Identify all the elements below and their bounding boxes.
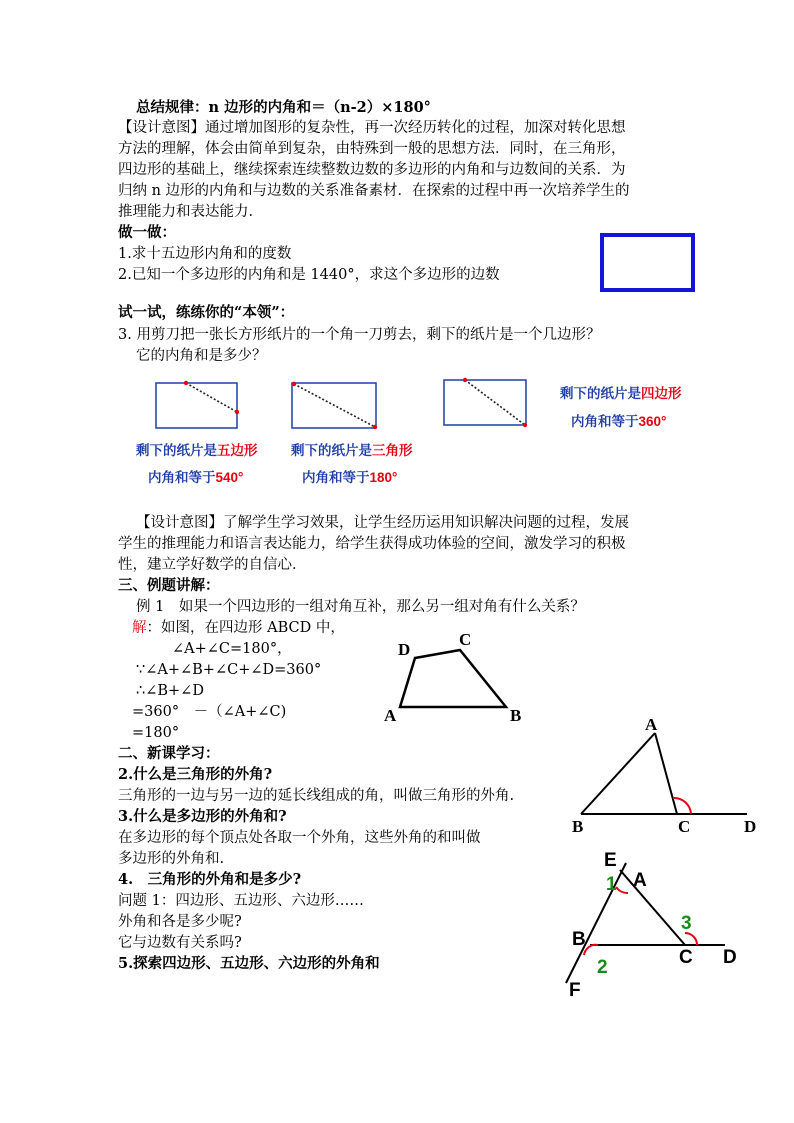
ext-angle-label-d: D [744, 817, 757, 836]
summary-line [136, 98, 431, 118]
try-question-line-2: 它的内角和是多少？ [136, 348, 267, 364]
cut-rect-figure-3 [443, 379, 529, 429]
ext-sum-label-e: E [604, 850, 617, 871]
exterior-angle-figure [575, 725, 750, 820]
cut-result-1-sum [148, 468, 243, 488]
cut-rect-figure-2 [291, 382, 377, 430]
new-lesson-a2: 三角形的一边与另一边的延长线组成的角，叫做三角形的外角. [118, 788, 515, 804]
new-lesson-p1: 问题 1：四边形、五边形、六边形…… [118, 893, 364, 909]
try-question-line-1: 3. 用剪刀把一张长方形纸片的一个角一刀剪去，剩下的纸片是一个几边形？ [118, 327, 601, 343]
new-lesson-p1-line-3: 它与边数有关系吗? [118, 935, 242, 951]
ext-sum-label-c: C [679, 947, 693, 968]
cut-result-2-shape [291, 441, 413, 461]
ext-angle-label-b: B [572, 817, 584, 836]
cut-result-2-sum-value: 180° [369, 470, 398, 485]
ext-sum-angle-2: 2 [597, 957, 608, 978]
cut-result-1-shape-name: 五边形 [217, 443, 258, 458]
try-title: 试一试，练练你的“本领”： [118, 304, 295, 321]
cut-result-3-prefix: 剩下的纸片是 [560, 386, 641, 401]
cut-result-3-sum-value: 360° [638, 414, 667, 429]
design-intent-2-line-3: 性，建立学好数学的自信心． [118, 557, 307, 573]
ext-sum-label-b: B [572, 929, 586, 950]
summary-label: 总结规律： [136, 99, 209, 116]
design-intent-1-line-1: 【设计意图】通过增加图形的复杂性，再一次经历转化的过程，加深对转化思想 [118, 120, 626, 136]
quad-label-b: B [510, 706, 522, 725]
solution-step-5: =180° [132, 725, 180, 741]
design-intent-2-line-1: 【设计意图】了解学生学习效果，让学生经历运用知识解决问题的过程，发展 [136, 515, 629, 531]
cut-result-1-prefix: 剩下的纸片是 [136, 443, 217, 458]
cut-result-2-sum-prefix: 内角和等于 [302, 470, 370, 485]
blue-rectangle-figure [600, 233, 696, 293]
new-lesson-a3-line-2: 多边形的外角和. [118, 851, 225, 867]
ext-angle-label-a: A [645, 715, 658, 734]
cut-result-3-sum-prefix: 内角和等于 [571, 414, 639, 429]
quad-label-a: A [384, 706, 397, 725]
design-intent-1-line-5: 推理能力和表达能力． [118, 204, 263, 220]
ext-sum-angle-1: 1 [606, 874, 617, 895]
cut-result-2-prefix: 剩下的纸片是 [291, 443, 372, 458]
cut-result-2-sum [302, 468, 397, 488]
exercise-item-1: 1.求十五边形内角和的度数 [118, 246, 292, 262]
example-solution-intro [132, 618, 345, 638]
design-intent-1-line-4: 归纳 n 边形的内角和与边数的关系准备素材．在探索的过程中再一次培养学生的 [118, 183, 630, 199]
cut-result-3-shape [560, 384, 682, 404]
solution-step-4: =360° －（∠A+∠C) [132, 704, 287, 720]
example-section-title: 三、例题讲解： [118, 577, 220, 594]
example-question: 例 1 如果一个四边形的一组对角互补，那么另一组对角有什么关系？ [136, 599, 585, 615]
design-intent-1-line-3: 四边形的基础上，继续探索连续整数边数的多边形的内角和与边数间的关系．为 [118, 162, 626, 178]
ext-sum-angle-3: 3 [681, 913, 692, 934]
design-intent-2-line-2: 学生的推理能力和语言表达能力，给学生获得成功体验的空间，激发学习的积极 [118, 536, 626, 552]
cut-result-3-sum [571, 412, 666, 432]
solution-label: 解 [132, 620, 147, 636]
ext-sum-label-a: A [633, 870, 647, 891]
cut-result-3-shape-name: 四边形 [641, 386, 682, 401]
solution-rest: ：如图，在四边形 ABCD 中， [146, 620, 345, 636]
new-lesson-title: 二、新课学习： [118, 745, 220, 762]
new-lesson-q4: 4. 三角形的外角和是多少? [118, 871, 302, 888]
cut-result-1-sum-value: 540° [215, 470, 244, 485]
new-lesson-a3-line-1: 在多边形的每个顶点处各取一个外角，这些外角的和叫做 [118, 830, 481, 846]
exercise-title: 做一做： [118, 224, 176, 241]
new-lesson-q2: 2.什么是三角形的外角? [118, 766, 273, 783]
ext-angle-label-c: C [678, 817, 691, 836]
quad-label-d: D [398, 640, 411, 659]
new-lesson-p1-line-2: 外角和各是多少呢? [118, 914, 242, 930]
solution-step-3: ∴∠B+∠D [136, 683, 204, 699]
cut-rect-figure-1 [155, 382, 239, 430]
summary-formula: n 边形的内角和＝（n-2）×180° [208, 99, 431, 116]
ext-sum-label-f: F [569, 980, 581, 1001]
design-intent-1-line-2: 方法的理解，体会由简单到复杂，由特殊到一般的思想方法．同时，在三角形， [118, 141, 626, 157]
quad-label-c: C [459, 630, 472, 649]
ext-sum-label-d: D [723, 947, 737, 968]
solution-step-2: ∵∠A+∠B+∠C+∠D=360° [136, 662, 322, 678]
exercise-item-2: 2.已知一个多边形的内角和是 1440°，求这个多边形的边数 [118, 267, 500, 283]
new-lesson-q5: 5.探索四边形、五边形、六边形的外角和 [118, 955, 380, 972]
cut-result-1-shape [136, 441, 258, 461]
new-lesson-q3: 3.什么是多边形的外角和? [118, 808, 287, 825]
cut-result-1-sum-prefix: 内角和等于 [148, 470, 216, 485]
cut-result-2-shape-name: 三角形 [372, 443, 413, 458]
solution-step-1: ∠A+∠C=180°， [172, 641, 292, 657]
